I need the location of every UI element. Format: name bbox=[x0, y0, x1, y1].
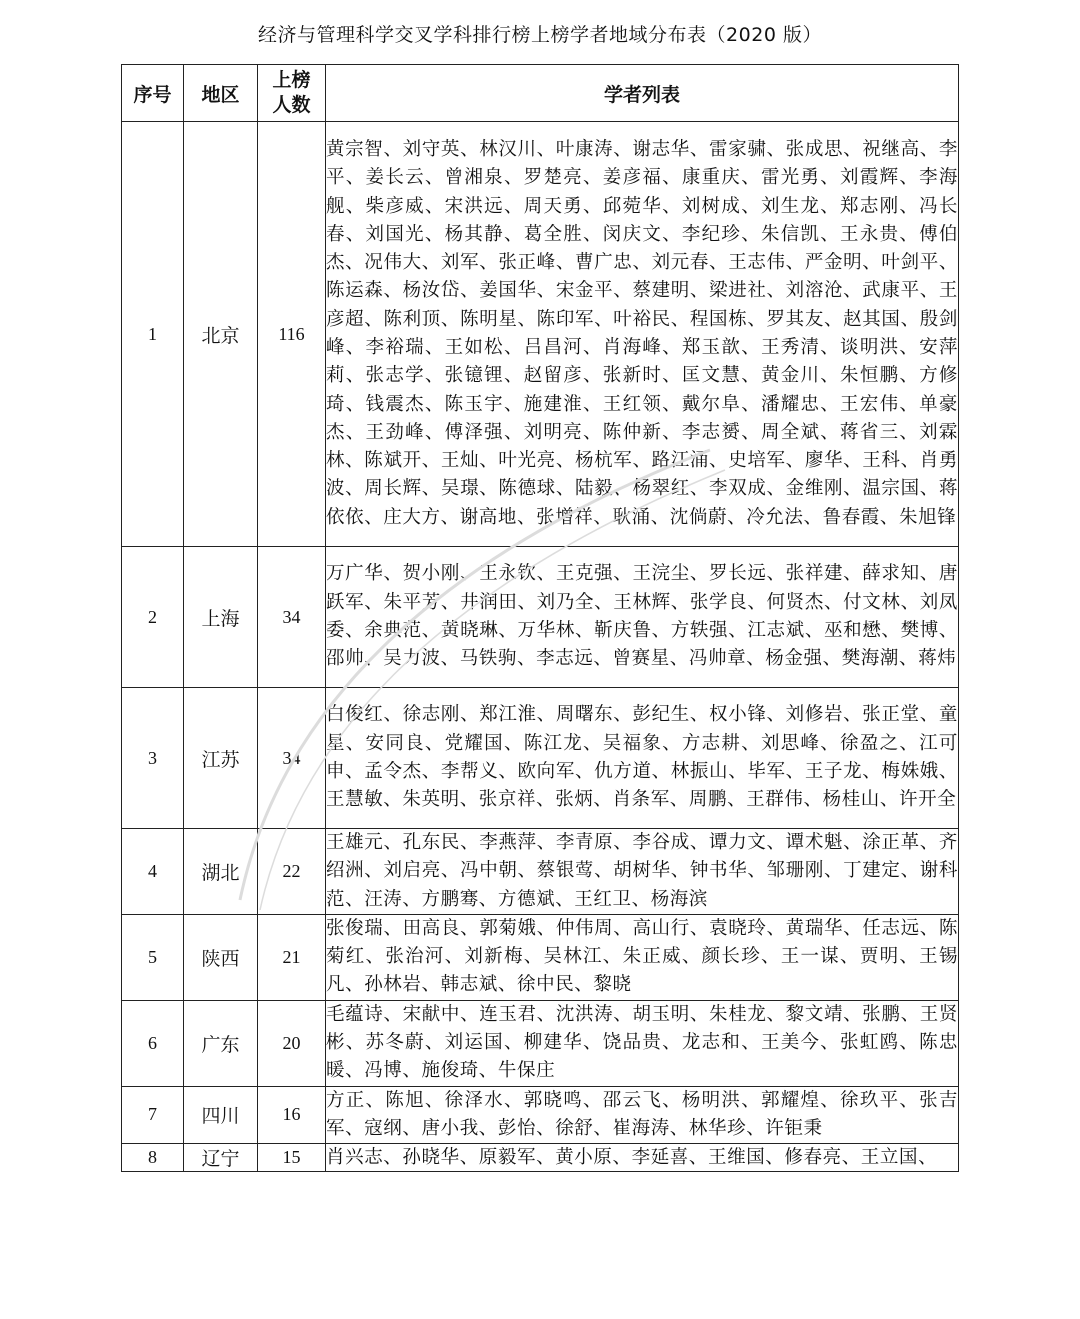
row-seq: 3 bbox=[122, 688, 184, 829]
row-seq: 2 bbox=[122, 547, 184, 688]
scholar-distribution-table bbox=[121, 64, 959, 1172]
table-header-row bbox=[122, 65, 959, 122]
row-scholars: 张俊瑞、田高良、郭菊娥、仲伟周、高山行、袁晓玲、黄瑞华、任志远、陈菊红、张治河、刘新梅、吴林江、朱正威、颜长珍、王一谋、贾明、王锡凡、孙林岩、韩志斌、徐中民、黎晓 bbox=[326, 914, 959, 1000]
row-scholars: 白俊红、徐志刚、郑江淮、周曙东、彭纪生、权小锋、刘修岩、张正堂、童星、安同良、党耀国、陈江龙、吴福象、方志耕、刘思峰、徐盈之、江可申、孟令杰、李帮义、欧向军、仇方道、林振山、毕军、王子龙、梅姝娥、王慧敏、朱英明、张京祥、张炳、肖条军、周鹏、王群伟、杨桂山、许开全 bbox=[326, 688, 959, 829]
row-scholars: 毛蕴诗、宋献中、连玉君、沈洪涛、胡玉明、朱桂龙、黎文靖、张鹏、王贤彬、苏冬蔚、刘运国、柳建华、饶品贵、龙志和、王美今、张虹鸥、陈忠暖、冯博、施俊琦、牛保庄 bbox=[326, 1000, 959, 1086]
document-title: 经济与管理科学交叉学科排行榜上榜学者地域分布表（2020 版） bbox=[258, 24, 822, 46]
header-count-line1: 上榜 bbox=[272, 69, 311, 91]
row-seq: 6 bbox=[122, 1000, 184, 1086]
row-count: 21 bbox=[258, 914, 326, 1000]
row-scholars: 万广华、贺小刚、王永钦、王克强、王浣尘、罗长远、张祥建、薛求知、唐跃军、朱平芳、井润田、刘乃全、王林辉、张学良、何贤杰、付文林、刘凤委、余典范、黄晓琳、万华林、靳庆鲁、方轶强、江志斌、巫和懋、樊博、邵帅、吴力波、马铁驹、李志远、曾赛星、冯帅章、杨金强、樊海潮、蒋炜 bbox=[326, 547, 959, 688]
table-row bbox=[122, 1000, 959, 1086]
row-count: 116 bbox=[258, 122, 326, 547]
table-row bbox=[122, 1144, 959, 1172]
row-seq: 1 bbox=[122, 122, 184, 547]
row-region: 辽宁 bbox=[184, 1144, 258, 1172]
row-scholars: 王雄元、孔东民、李燕萍、李青原、李谷成、谭力文、谭术魁、涂正革、齐绍洲、刘启亮、冯中朝、蔡银莺、胡树华、钟书华、邹珊刚、丁建定、谢科范、汪涛、方鹏骞、方德斌、王红卫、杨海滨 bbox=[326, 829, 959, 915]
row-seq: 4 bbox=[122, 829, 184, 915]
row-count: 20 bbox=[258, 1000, 326, 1086]
row-seq: 7 bbox=[122, 1086, 184, 1144]
header-count bbox=[258, 65, 326, 122]
row-count: 34 bbox=[258, 688, 326, 829]
header-seq: 序号 bbox=[122, 65, 184, 122]
row-region: 陕西 bbox=[184, 914, 258, 1000]
header-scholars: 学者列表 bbox=[326, 65, 959, 122]
row-scholars: 黄宗智、刘守英、林汉川、叶康涛、谢志华、雷家骕、张成思、祝继高、李平、姜长云、曾湘泉、罗楚亮、姜彦福、康重庆、雷光勇、刘霞辉、李海舰、柴彦威、宋洪远、周天勇、邱菀华、刘树成、刘生龙、郑志刚、冯长春、刘国光、杨其静、葛全胜、闵庆文、李纪珍、朱信凯、王永贵、傅伯杰、况伟大、刘军、张正峰、曹广忠、刘元春、王志伟、严金明、叶剑平、陈运森、杨汝岱、姜国华、宋金平、蔡建明、梁进社、刘溶沧、武康平、王彦超、陈利顶、陈明星、陈印军、叶裕民、程国栋、罗其友、赵其国、殷剑峰、李裕瑞、王如松、吕昌河、肖海峰、郑玉歆、王秀清、谈明洪、安萍莉、张志学、张镱锂、赵留彦、张新时、匡文慧、黄金川、朱恒鹏、方修琦、钱震杰、陈玉宇、施建淮、王红领、戴尔阜、潘耀忠、王宏伟、单豪杰、王劲峰、傅泽强、刘明亮、陈仲新、李志赟、周全斌、蒋省三、刘霖林、陈斌开、王灿、叶光亮、杨杭军、路江涌、史培军、廖华、王科、肖勇波、周长辉、吴璟、陈德球、陆毅、杨翠红、李双成、金维刚、温宗国、蒋依依、庄大方、谢高地、张增祥、耿涌、沈倘蔚、冷允法、鲁春霞、朱旭锋 bbox=[326, 122, 959, 547]
row-count: 16 bbox=[258, 1086, 326, 1144]
row-region: 北京 bbox=[184, 122, 258, 547]
header-region: 地区 bbox=[184, 65, 258, 122]
table-row bbox=[122, 829, 959, 915]
table-row bbox=[122, 122, 959, 547]
row-count: 34 bbox=[258, 547, 326, 688]
row-region: 湖北 bbox=[184, 829, 258, 915]
row-region: 四川 bbox=[184, 1086, 258, 1144]
row-scholars: 方正、陈旭、徐泽水、郭晓鸣、邵云飞、杨明洪、郭耀煌、徐玖平、张吉军、寇纲、唐小我、彭怡、徐舒、崔海涛、林华珍、许钜秉 bbox=[326, 1086, 959, 1144]
row-seq: 8 bbox=[122, 1144, 184, 1172]
header-count-line2: 人数 bbox=[272, 94, 311, 116]
table-row bbox=[122, 1086, 959, 1144]
row-count: 15 bbox=[258, 1144, 326, 1172]
row-region: 广东 bbox=[184, 1000, 258, 1086]
table-row bbox=[122, 688, 959, 829]
row-count: 22 bbox=[258, 829, 326, 915]
row-scholars: 肖兴志、孙晓华、原毅军、黄小原、李延喜、王维国、修春亮、王立国、 bbox=[326, 1144, 959, 1172]
table-row bbox=[122, 914, 959, 1000]
row-seq: 5 bbox=[122, 914, 184, 1000]
table-row bbox=[122, 547, 959, 688]
row-region: 上海 bbox=[184, 547, 258, 688]
row-region: 江苏 bbox=[184, 688, 258, 829]
